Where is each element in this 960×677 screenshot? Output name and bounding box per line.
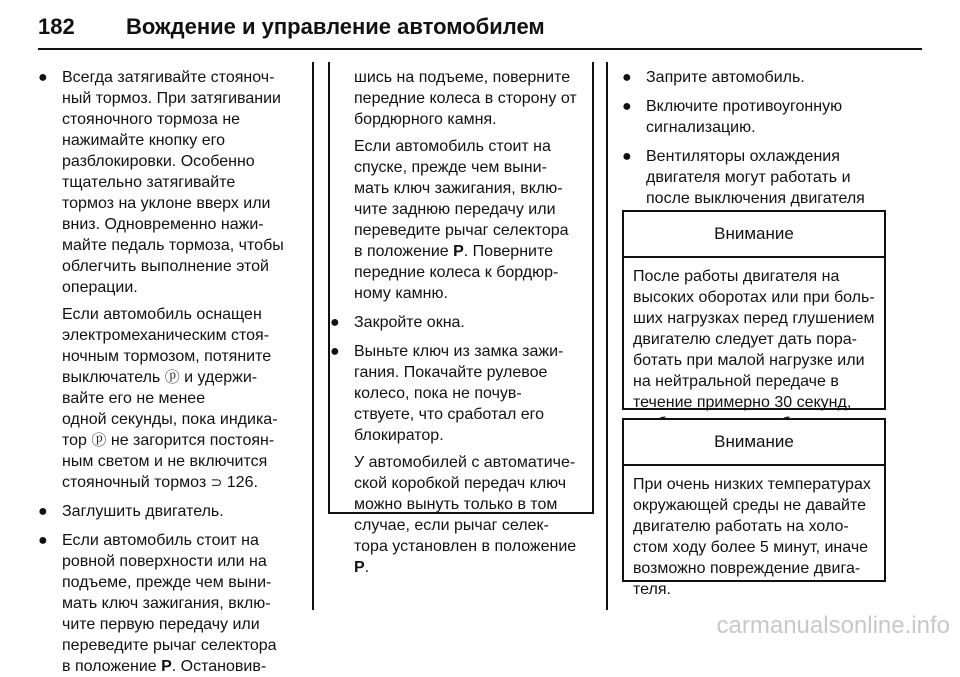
text-line: спуске, прежде чем выни- — [354, 159, 547, 176]
text-line: У автомобилей с автоматиче- — [354, 454, 576, 471]
text-line: окружающей среды не давайте — [633, 497, 867, 514]
bullet-icon: ● — [38, 503, 48, 520]
text-line: ным светом и не включится — [62, 453, 268, 470]
text-span: выключатель — [62, 369, 165, 386]
text-span: и удержи- — [179, 369, 258, 386]
bullet-icon: ● — [330, 314, 340, 331]
continued-notice-box — [328, 62, 594, 576]
column-3 — [622, 67, 884, 230]
page-title: Вождение и управление автомобилем — [126, 14, 545, 39]
text-line: переведите рычаг селектора — [62, 637, 277, 654]
text-line: ской коробкой передач ключ — [354, 475, 567, 492]
text-line — [62, 656, 300, 677]
text-line: чите первую передачу или — [62, 616, 260, 633]
text-line: ровной поверхности или на — [62, 553, 267, 570]
watermark: carmanualsonline.info — [716, 612, 950, 639]
text-span: . Остановив- — [171, 658, 267, 675]
sub-paragraph — [330, 136, 592, 304]
continued-paragraph — [330, 67, 592, 130]
list-item — [38, 67, 300, 298]
text-line: После работы двигателя на — [633, 268, 840, 285]
header-rule — [38, 48, 922, 50]
text-line: При очень низких температурах — [633, 476, 871, 493]
text-line: двигателю следует дать пора- — [633, 331, 857, 348]
text-line: Закройте окна. — [354, 314, 465, 331]
text-line: тормоз на уклоне вверх или — [62, 195, 271, 212]
text-line: ному камню. — [354, 285, 448, 302]
text-line: ших нагрузках перед глушением — [633, 310, 875, 327]
text-span: стояночный тормоз — [62, 474, 211, 491]
text-line: двигателю работать на холо- — [633, 518, 849, 535]
bullet-icon: ● — [622, 69, 632, 86]
text-line: разблокировки. Особенно — [62, 153, 255, 170]
parking-brake-icon: ⓟ — [164, 369, 180, 386]
text-line: Если автомобиль стоит на — [354, 138, 551, 155]
text-line: тора установлен в положение — [354, 538, 577, 555]
text-line: облегчить выполнение этой — [62, 258, 269, 275]
text-line: теля. — [633, 581, 671, 598]
text-line: ботать при малой нагрузке или — [633, 352, 865, 369]
text-line: возможно повреждение двига- — [633, 560, 861, 577]
gear-position-label: P — [354, 559, 365, 576]
text-line: операции. — [62, 279, 138, 296]
bullet-icon: ● — [622, 148, 632, 165]
column-1 — [38, 67, 300, 677]
bullet-icon: ● — [38, 532, 48, 549]
bullet-icon: ● — [622, 98, 632, 115]
text-line: после выключения двигателя — [646, 190, 865, 207]
text-line: ствуете, что сработал его — [354, 406, 545, 423]
text-line: гания. Покачайте рулевое — [354, 364, 548, 381]
text-line: стом ходу более 5 минут, иначе — [633, 539, 869, 556]
sub-paragraph — [38, 304, 300, 493]
text-line — [354, 557, 592, 578]
list-item — [622, 96, 884, 138]
warning-title: Внимание — [624, 212, 884, 258]
text-line: майте педаль тормоза, чтобы — [62, 237, 284, 254]
page-reference-link[interactable]: 126. — [222, 474, 258, 491]
text-span: . Поверните — [463, 243, 554, 260]
text-line: сигнализацию. — [646, 119, 756, 136]
bullet-icon: ● — [330, 343, 340, 360]
text-span: в положение — [354, 243, 454, 260]
text-line: на нейтральной передаче в — [633, 373, 839, 390]
text-line: мать ключ зажигания, вклю- — [62, 595, 271, 612]
text-line: ный тормоз. При затягивании — [62, 90, 281, 107]
column-divider-1 — [312, 62, 314, 610]
text-line: вайте его не менее — [62, 390, 206, 407]
gear-position-label: P — [161, 658, 172, 675]
text-line: подъеме, прежде чем выни- — [62, 574, 272, 591]
text-line: колесо, пока не почув- — [354, 385, 522, 402]
list-item — [622, 67, 884, 88]
text-line: мать ключ зажигания, вклю- — [354, 180, 563, 197]
text-line: Выньте ключ из замка зажи- — [354, 343, 564, 360]
text-line: Включите противоугонную — [646, 98, 843, 115]
text-line: Если автомобиль стоит на — [62, 532, 259, 549]
text-line: стояночного тормоза не — [62, 111, 241, 128]
page-header — [38, 8, 922, 46]
text-line: передние колеса к бордюр- — [354, 264, 559, 281]
text-line: вниз. Одновременно нажи- — [62, 216, 264, 233]
text-span: в положение — [62, 658, 162, 675]
text-line: одной секунды, пока индика- — [62, 411, 278, 428]
warning-body — [624, 258, 884, 442]
text-span: . — [364, 559, 370, 576]
text-line: переведите рычаг селектора — [354, 222, 569, 239]
bullet-icon: ● — [38, 69, 48, 86]
text-line: тщательно затягивайте — [62, 174, 236, 191]
text-line: чите заднюю передачу или — [354, 201, 556, 218]
text-line — [62, 472, 300, 493]
text-line: нажимайте кнопку его — [62, 132, 226, 149]
text-line: Всегда затягивайте стояноч- — [62, 69, 275, 86]
text-line: высоких оборотах или при боль- — [633, 289, 875, 306]
text-line: можно вынуть только в том — [354, 496, 558, 513]
text-line: течение примерно 30 секунд, — [633, 394, 852, 411]
text-line: ночным тормозом, потяните — [62, 348, 272, 365]
column-2 — [330, 67, 592, 578]
list-item — [330, 312, 592, 333]
text-line: Если автомобиль оснащен — [62, 306, 262, 323]
column-divider-2 — [606, 62, 608, 610]
text-line — [354, 241, 592, 262]
text-line: случае, если рычаг селек- — [354, 517, 549, 534]
warning-box-idle — [622, 418, 886, 598]
text-line: Заприте автомобиль. — [646, 69, 805, 86]
warning-title: Внимание — [624, 420, 884, 466]
warning-body — [624, 466, 884, 608]
text-span: не загорится постоян- — [106, 432, 275, 449]
list-item — [38, 501, 300, 522]
warning-box-turbo — [622, 210, 886, 410]
sub-paragraph — [330, 452, 592, 578]
text-line: блокиратор. — [354, 427, 444, 444]
page-number: 182 — [38, 14, 75, 39]
text-line: двигателя могут работать и — [646, 169, 851, 186]
text-line: Заглушить двигатель. — [62, 503, 224, 520]
list-item — [38, 530, 300, 677]
text-line — [62, 367, 300, 388]
text-line: бордюрного камня. — [354, 111, 497, 128]
text-line: электромеханическим стоя- — [62, 327, 270, 344]
page-reference-icon: ⊃ — [210, 474, 223, 490]
text-line: шись на подъеме, поверните — [354, 69, 571, 86]
text-line: Вентиляторы охлаждения — [646, 148, 840, 165]
list-item — [330, 341, 592, 446]
text-line: передние колеса в сторону от — [354, 90, 577, 107]
text-line — [62, 430, 300, 451]
parking-brake-indicator-icon: ⓟ — [91, 432, 107, 449]
text-span: тор — [62, 432, 92, 449]
gear-position-label: P — [453, 243, 464, 260]
